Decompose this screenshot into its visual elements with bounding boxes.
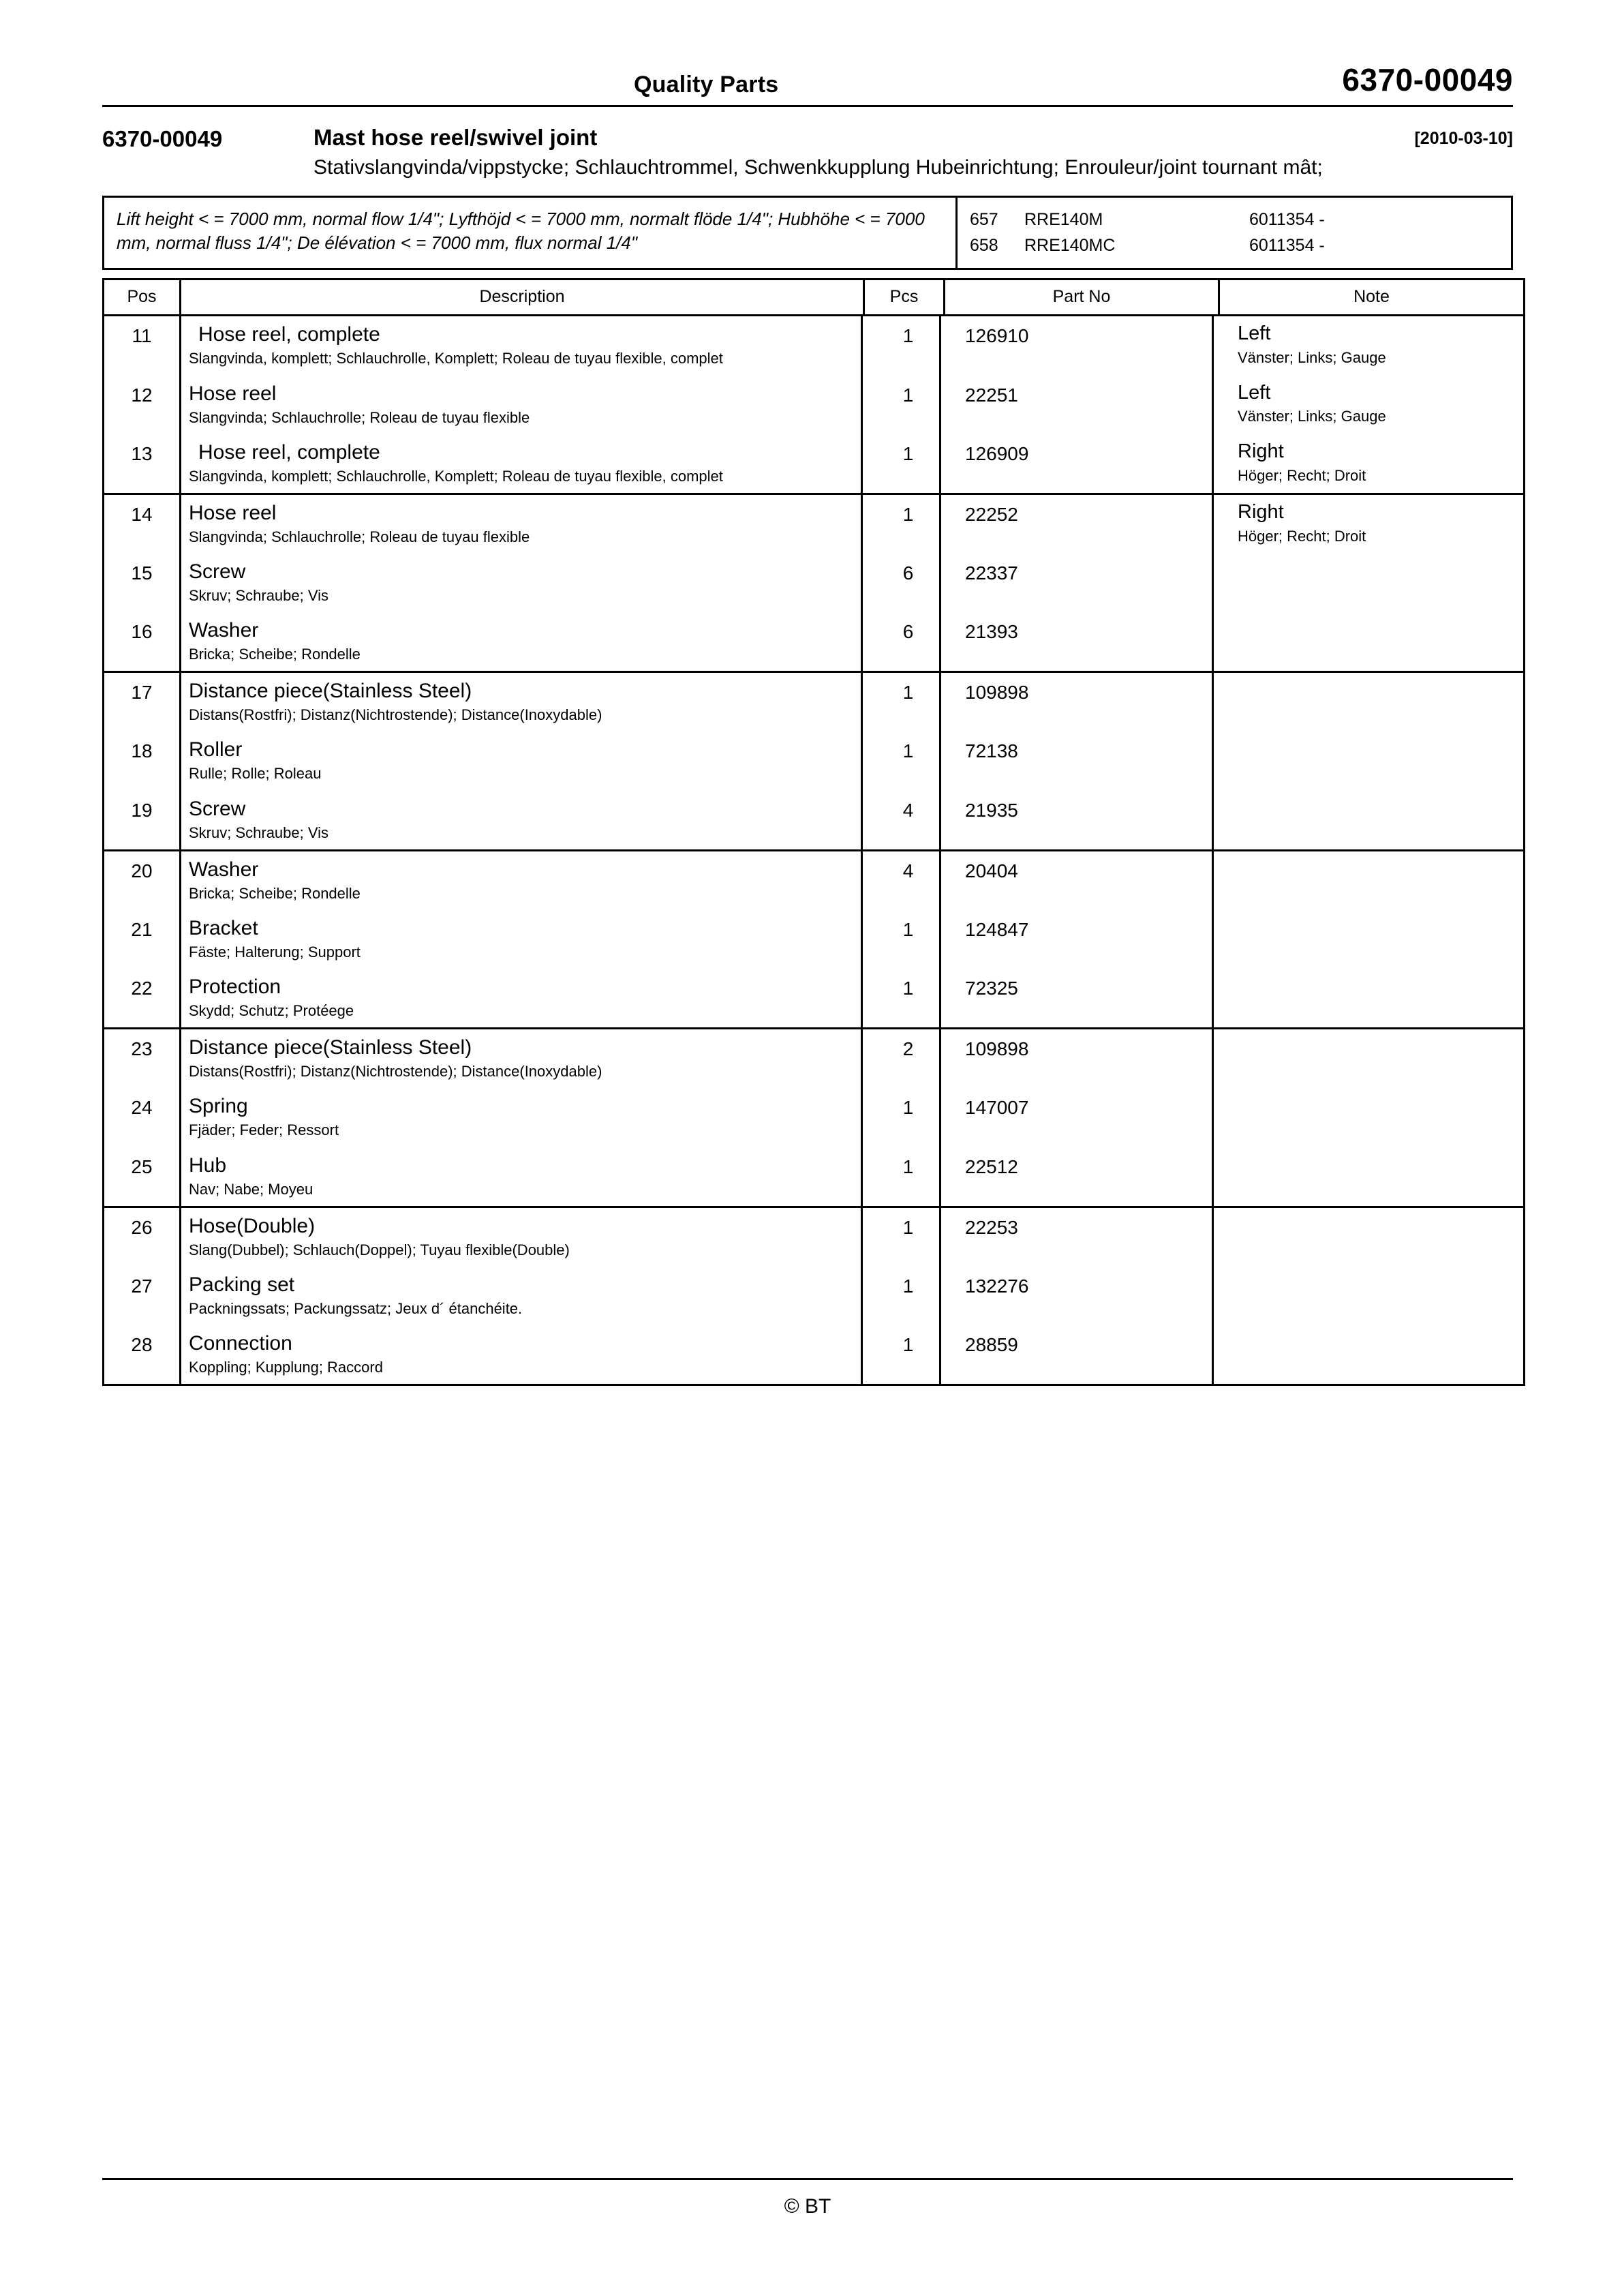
description-primary: Distance piece(Stainless Steel) (189, 680, 472, 703)
cell-note (1220, 376, 1523, 434)
cell-part-no: 20404 (965, 860, 1018, 881)
table-row (104, 554, 1523, 612)
note-translations: Vänster; Links; Gauge (1238, 349, 1386, 367)
cell-description (179, 1267, 869, 1325)
cell-note (1220, 434, 1523, 493)
cell-description (179, 1325, 869, 1384)
cell-part-no: 21393 (965, 621, 1018, 643)
column-divider (1212, 495, 1214, 671)
column-header-pos: Pos (104, 280, 181, 316)
table-group-row (104, 316, 1525, 494)
description-translations: Skruv; Schraube; Vis (189, 824, 329, 841)
cell-pcs: 4 (902, 860, 914, 881)
column-divider (861, 495, 863, 671)
variant-model-row (970, 233, 1511, 259)
table-row (104, 434, 1523, 493)
column-divider (939, 1208, 941, 1384)
cell-note (1220, 1147, 1523, 1206)
variant-model-code: 657 (970, 210, 998, 230)
column-divider (1212, 1029, 1214, 1205)
cell-pcs: 6 (902, 562, 914, 584)
cell-pos: 18 (131, 740, 153, 762)
cell-pos: 26 (131, 1216, 153, 1238)
cell-pcs: 1 (902, 740, 914, 762)
description-primary: Connection (189, 1332, 292, 1355)
description-translations: Koppling; Kupplung; Raccord (189, 1359, 383, 1376)
description-translations: Nav; Nabe; Moyeu (189, 1180, 313, 1198)
column-divider (939, 673, 941, 849)
column-header-part-no: Part No (945, 280, 1219, 316)
cell-pos: 20 (131, 860, 153, 881)
column-header-pcs: Pcs (864, 280, 945, 316)
cell-part-no: 124847 (965, 918, 1029, 940)
cell-note (1220, 316, 1523, 375)
cell-part-no: 126910 (965, 325, 1029, 347)
table-group-row (104, 494, 1525, 671)
page-title-translations: Stativslangvinda/vippstycke; Schlauchtrommel, Schwenkkupplung Hubeinrichtung; Enrouleur/joint tournant mât; (313, 156, 1323, 179)
column-header-description: Description (181, 280, 864, 316)
note-translations: Höger; Recht; Droit (1238, 527, 1366, 545)
table-row (104, 1267, 1523, 1325)
description-translations: Slangvinda; Schlauchrolle; Roleau de tuyau flexible (189, 528, 530, 545)
cell-pos: 19 (131, 799, 153, 821)
cell-description (179, 1088, 869, 1147)
table-group-cell (104, 494, 1525, 671)
parts-table-body (104, 316, 1525, 1385)
table-row (104, 673, 1523, 731)
cell-part-no: 21935 (965, 799, 1018, 821)
cell-part-no: 72325 (965, 978, 1018, 999)
cell-note (1220, 612, 1523, 671)
cell-description (179, 1029, 869, 1088)
cell-pcs: 1 (902, 1216, 914, 1238)
column-divider (1212, 1208, 1214, 1384)
cell-note (1220, 673, 1523, 731)
description-translations: Slang(Dubbel); Schlauch(Doppel); Tuyau flexible(Double) (189, 1241, 570, 1258)
cell-part-no: 22253 (965, 1216, 1018, 1238)
table-row (104, 495, 1523, 554)
cell-note (1220, 1325, 1523, 1384)
description-primary: Hose reel, complete (198, 440, 380, 464)
table-row (104, 1325, 1523, 1384)
column-divider (939, 495, 941, 671)
column-divider (861, 1029, 863, 1205)
cell-description (179, 791, 869, 849)
cell-pos: 28 (131, 1334, 153, 1356)
cell-note (1220, 851, 1523, 910)
table-group-cell (104, 1207, 1525, 1385)
cell-pos: 13 (131, 442, 153, 464)
table-row (104, 1147, 1523, 1206)
description-primary: Screw (189, 797, 246, 820)
note-translations: Vänster; Links; Gauge (1238, 408, 1386, 425)
table-group-body (104, 316, 1523, 492)
cell-pos: 22 (131, 978, 153, 999)
table-row (104, 612, 1523, 671)
description-primary: Bracket (189, 916, 258, 939)
column-divider (861, 316, 863, 492)
table-group-cell (104, 672, 1525, 850)
description-translations: Slangvinda, komplett; Schlauchrolle, Komplett; Roleau de tuyau flexible, complet (189, 350, 723, 367)
cell-pcs: 4 (902, 799, 914, 821)
cell-pos: 23 (131, 1038, 153, 1060)
cell-part-no: 147007 (965, 1097, 1029, 1119)
cell-note (1220, 910, 1523, 969)
column-divider (939, 851, 941, 1027)
description-translations: Bricka; Scheibe; Rondelle (189, 646, 361, 663)
variant-model-name: RRE140M (1024, 210, 1103, 230)
column-divider (179, 1029, 181, 1205)
cell-pcs: 1 (902, 325, 914, 347)
description-primary: Hose reel (189, 382, 277, 405)
title-text-wrap (313, 125, 1414, 181)
cell-note (1220, 1267, 1523, 1325)
description-primary: Distance piece(Stainless Steel) (189, 1036, 472, 1059)
description-translations: Packningssats; Packungssatz; Jeux d´ étanchéite. (189, 1299, 523, 1317)
cell-note (1220, 731, 1523, 790)
cell-description (179, 612, 869, 671)
cell-pos: 12 (131, 384, 153, 406)
description-translations: Rulle; Rolle; Roleau (189, 765, 322, 783)
column-divider (1212, 673, 1214, 849)
description-translations: Fjäder; Feder; Ressort (189, 1121, 339, 1139)
table-row (104, 791, 1523, 849)
column-divider (861, 851, 863, 1027)
description-primary: Protection (189, 976, 281, 999)
cell-part-no: 132276 (965, 1275, 1029, 1297)
column-divider (939, 316, 941, 492)
cell-description (179, 495, 869, 554)
cell-description (179, 969, 869, 1027)
column-divider (179, 1208, 181, 1384)
table-row (104, 851, 1523, 910)
cell-note (1220, 554, 1523, 612)
table-row (104, 316, 1523, 375)
cell-pos: 24 (131, 1097, 153, 1119)
description-translations: Distans(Rostfri); Distanz(Nichtrostende); Distance(Inoxydable) (189, 1063, 602, 1081)
cell-part-no: 22252 (965, 503, 1018, 525)
description-translations: Bricka; Scheibe; Rondelle (189, 884, 361, 902)
cell-pos: 27 (131, 1275, 153, 1297)
cell-note (1220, 1088, 1523, 1147)
cell-description (179, 851, 869, 910)
description-primary: Spring (189, 1095, 248, 1118)
cell-description (179, 1147, 869, 1206)
variant-model-name: RRE140MC (1024, 235, 1116, 255)
cell-pcs: 1 (902, 1155, 914, 1177)
cell-part-no: 22251 (965, 384, 1018, 406)
page-header (102, 61, 1513, 102)
description-primary: Washer (189, 619, 259, 642)
description-primary: Hose reel, complete (198, 323, 380, 346)
cell-pcs: 1 (902, 384, 914, 406)
cell-note (1220, 791, 1523, 849)
variant-model-code: 658 (970, 235, 998, 255)
column-divider (1212, 316, 1214, 492)
description-translations: Slangvinda; Schlauchrolle; Roleau de tuyau flexible (189, 408, 530, 426)
column-divider (1212, 851, 1214, 1027)
title-block (102, 125, 1513, 181)
description-primary: Hub (189, 1153, 227, 1177)
table-row (104, 969, 1523, 1027)
table-group-body (104, 673, 1523, 849)
parts-table-head (104, 280, 1525, 316)
table-header-row (104, 280, 1525, 316)
variant-model-row (970, 207, 1511, 233)
column-divider (179, 316, 181, 492)
footer-divider (102, 2178, 1513, 2180)
cell-description (179, 910, 869, 969)
cell-pos: 15 (131, 562, 153, 584)
header-document-number: 6370-00049 (1342, 62, 1513, 97)
table-group-cell (104, 850, 1525, 1028)
description-translations: Skruv; Schraube; Vis (189, 587, 329, 605)
brand-title: Quality Parts (634, 72, 779, 97)
table-group-body (104, 851, 1523, 1027)
note-primary: Right (1238, 500, 1284, 523)
description-primary: Screw (189, 560, 246, 584)
cell-note (1220, 1029, 1523, 1088)
cell-description (179, 1208, 869, 1267)
column-divider (861, 673, 863, 849)
table-row (104, 1208, 1523, 1267)
description-translations: Distans(Rostfri); Distanz(Nichtrostende); Distance(Inoxydable) (189, 706, 602, 724)
cell-part-no: 28859 (965, 1334, 1018, 1356)
cell-description (179, 731, 869, 790)
title-document-id: 6370-00049 (102, 126, 223, 151)
table-row (104, 731, 1523, 790)
column-divider (179, 495, 181, 671)
column-divider (179, 673, 181, 849)
cell-pos: 21 (131, 918, 153, 940)
variant-model-list (958, 198, 1511, 268)
cell-description (179, 554, 869, 612)
cell-part-no: 109898 (965, 682, 1029, 704)
table-row (104, 910, 1523, 969)
column-divider (939, 1029, 941, 1205)
table-row (104, 376, 1523, 434)
description-primary: Hose(Double) (189, 1214, 316, 1237)
column-header-note: Note (1219, 280, 1525, 316)
table-group-row (104, 850, 1525, 1028)
page-footer (102, 2178, 1513, 2218)
cell-pcs: 2 (902, 1038, 914, 1060)
variant-model-serial: 6011354 - (1249, 210, 1325, 230)
table-group-row (104, 672, 1525, 850)
table-row (104, 1029, 1523, 1088)
cell-pcs: 1 (902, 1275, 914, 1297)
cell-pcs: 1 (902, 442, 914, 464)
cell-pos: 25 (131, 1155, 153, 1177)
variant-description: Lift height < = 7000 mm, normal flow 1/4"; Lyfthöjd < = 7000 mm, normalt flöde 1/4"; Hubhöhe < = 7000 mm, normal fluss 1/4"; De élévation < = 7000 mm, flux normal 1/4" (104, 198, 958, 268)
description-primary: Packing set (189, 1273, 295, 1296)
cell-description (179, 376, 869, 434)
cell-part-no: 126909 (965, 442, 1029, 464)
cell-pos: 17 (131, 682, 153, 704)
column-divider (861, 1208, 863, 1384)
description-primary: Hose reel (189, 501, 277, 524)
cell-part-no: 72138 (965, 740, 1018, 762)
cell-note (1220, 1208, 1523, 1267)
note-primary: Left (1238, 381, 1271, 404)
description-primary: Washer (189, 858, 259, 881)
cell-pcs: 6 (902, 621, 914, 643)
cell-description (179, 316, 869, 375)
cell-pcs: 1 (902, 918, 914, 940)
cell-part-no: 109898 (965, 1038, 1029, 1060)
table-row (104, 1088, 1523, 1147)
cell-pos: 16 (131, 621, 153, 643)
note-translations: Höger; Recht; Droit (1238, 466, 1366, 484)
table-group-body (104, 495, 1523, 671)
table-group-body (104, 1208, 1523, 1384)
page-content (102, 61, 1513, 1386)
variant-box (102, 196, 1513, 270)
table-group-cell (104, 316, 1525, 494)
cell-pos: 14 (131, 503, 153, 525)
cell-part-no: 22337 (965, 562, 1018, 584)
column-divider (179, 851, 181, 1027)
cell-part-no: 22512 (965, 1155, 1018, 1177)
cell-pcs: 1 (902, 682, 914, 704)
footer-copyright: © BT (784, 2195, 831, 2218)
cell-note (1220, 969, 1523, 1027)
cell-pcs: 1 (902, 1097, 914, 1119)
page-title: Mast hose reel/swivel joint (313, 125, 598, 150)
description-translations: Slangvinda, komplett; Schlauchrolle, Komplett; Roleau de tuyau flexible, complet (189, 467, 723, 485)
cell-description (179, 673, 869, 731)
cell-pcs: 1 (902, 978, 914, 999)
cell-pcs: 1 (902, 503, 914, 525)
note-primary: Right (1238, 440, 1284, 462)
table-group-row (104, 1029, 1525, 1207)
cell-pos: 11 (132, 325, 152, 347)
note-primary: Left (1238, 322, 1271, 345)
parts-table (102, 278, 1525, 1386)
revision-date: [2010-03-10] (1414, 129, 1513, 148)
cell-note (1220, 495, 1523, 554)
description-translations: Skydd; Schutz; Protéege (189, 1002, 354, 1020)
header-divider (102, 105, 1513, 107)
cell-description (179, 434, 869, 493)
description-primary: Roller (189, 738, 243, 761)
variant-model-serial: 6011354 - (1249, 235, 1325, 255)
table-group-cell (104, 1029, 1525, 1207)
cell-pcs: 1 (902, 1334, 914, 1356)
table-group-row (104, 1207, 1525, 1385)
description-translations: Fäste; Halterung; Support (189, 943, 361, 961)
table-group-body (104, 1029, 1523, 1205)
